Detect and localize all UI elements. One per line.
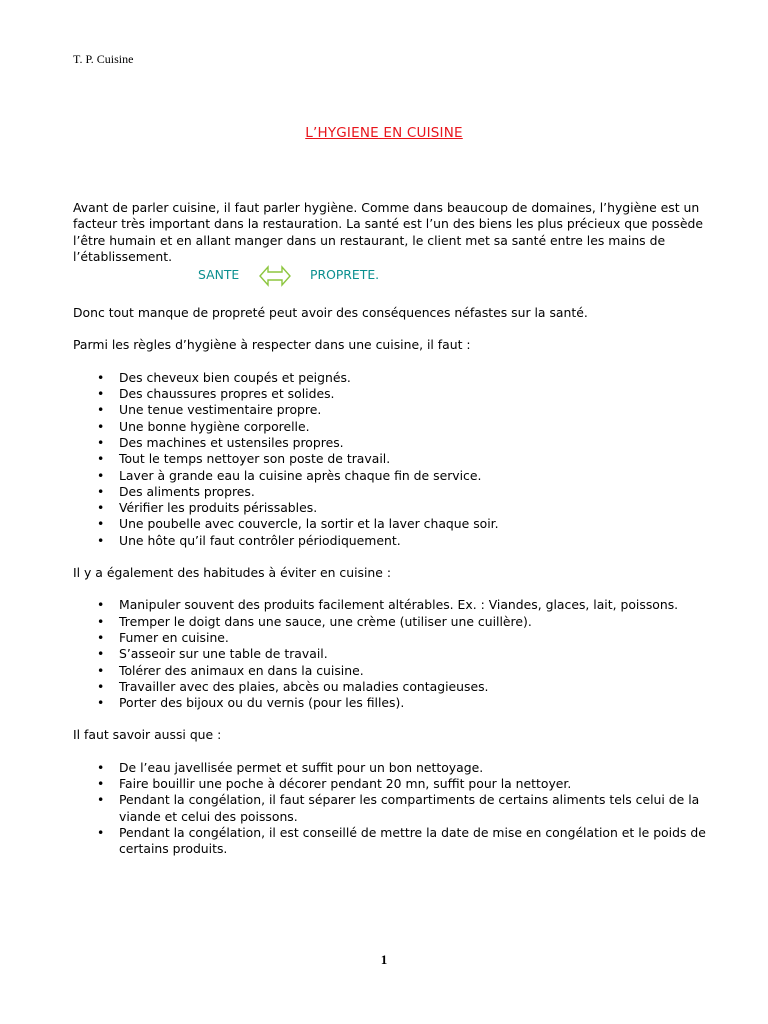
bullet-icon: • — [97, 662, 105, 678]
list-item-text: Des cheveux bien coupés et peignés. — [119, 369, 351, 385]
list-item — [73, 516, 713, 532]
list-item-text: Tout le temps nettoyer son poste de travail. — [119, 451, 391, 467]
list-item-text: Une poubelle avec couvercle, la sortir et la laver chaque soir. — [119, 516, 499, 532]
list-item — [73, 435, 713, 451]
list-item — [73, 533, 713, 549]
list-item-text: De l’eau javellisée permet et suffit pour un bon nettoyage. — [119, 759, 484, 775]
bullet-icon: • — [97, 646, 105, 662]
document-title: L’HYGIENE EN CUISINE — [305, 125, 463, 141]
list-item-text: Des chaussures propres et solides. — [119, 386, 335, 402]
bullet-icon: • — [97, 386, 105, 402]
list-item-text: S’asseoir sur une table de travail. — [119, 646, 328, 662]
bullet-icon: • — [97, 792, 105, 808]
list-item — [73, 386, 713, 402]
list-item-text: Travailler avec des plaies, abcès ou maladies contagieuses. — [119, 678, 489, 694]
spacer — [73, 289, 713, 305]
list-item — [73, 663, 713, 679]
bullet-icon: • — [97, 776, 105, 792]
consequence-paragraph: Donc tout manque de propreté peut avoir des conséquences néfastes sur la santé. — [73, 305, 588, 321]
bullet-icon: • — [97, 695, 105, 711]
list-item-text: Porter des bijoux ou du vernis (pour les filles). — [119, 695, 405, 711]
list-item-text: Une tenue vestimentaire propre. — [119, 402, 322, 418]
bullet-icon: • — [97, 678, 105, 694]
list-item — [73, 370, 713, 386]
habits-list — [73, 597, 713, 711]
bullet-icon: • — [97, 824, 105, 840]
list-item — [73, 825, 713, 858]
bullet-icon: • — [97, 629, 105, 645]
list-item-text: Des machines et ustensiles propres. — [119, 434, 344, 450]
bullet-icon: • — [97, 418, 105, 434]
bullet-icon: • — [97, 759, 105, 775]
list-item — [73, 419, 713, 435]
spacer — [73, 549, 713, 565]
list-item-text: Laver à grande eau la cuisine après chaque fin de service. — [119, 467, 482, 483]
spacer — [73, 354, 713, 370]
bullet-icon: • — [97, 532, 105, 548]
list-item — [73, 646, 713, 662]
relation-left-term: SANTE — [198, 267, 240, 283]
list-item-text: Une bonne hygiène corporelle. — [119, 418, 310, 434]
bullet-icon: • — [97, 369, 105, 385]
list-item-text: Tremper le doigt dans une sauce, une crème (utiliser une cuillère). — [119, 613, 532, 629]
list-item-text: Manipuler souvent des produits facilement altérables. Ex. : Viandes, glaces, lait, poissons. — [119, 597, 679, 613]
list-item-text: Pendant la congélation, il est conseillé de mettre la date de mise en congélation et le poids de certains produits. — [119, 824, 706, 857]
bullet-icon: • — [97, 451, 105, 467]
bullet-icon: • — [97, 434, 105, 450]
intro-paragraph: Avant de parler cuisine, il faut parler hygiène. Comme dans beaucoup de domaines, l’hygiène est un facteur très important dans la restauration. La santé est l’un des biens les plus précieux que possède l’être humain et en allant manger dans un restaurant, le client met sa santé entre les mains de l’établissement. — [73, 200, 703, 264]
list-item — [73, 792, 713, 825]
list-item-text: Pendant la congélation, il faut séparer les compartiments de certains aliments tels celui de la viande et celui des poissons. — [119, 792, 700, 824]
bullet-icon: • — [97, 613, 105, 629]
facts-intro: Il faut savoir aussi que : — [73, 727, 222, 743]
facts-list — [73, 760, 713, 858]
page-header: T. P. Cuisine — [73, 52, 134, 66]
spacer — [73, 711, 713, 727]
spacer — [73, 744, 713, 760]
list-item — [73, 776, 713, 792]
double-arrow-icon — [259, 265, 291, 287]
list-item — [73, 468, 713, 484]
bullet-icon: • — [97, 597, 105, 613]
list-item — [73, 630, 713, 646]
rules-list — [73, 370, 713, 549]
bullet-icon: • — [97, 402, 105, 418]
document-body — [73, 200, 713, 858]
list-item-text: Une hôte qu’il faut contrôler périodiquement. — [119, 532, 401, 548]
spacer — [73, 321, 713, 337]
list-item-text: Fumer en cuisine. — [119, 629, 229, 645]
list-item-text: Des aliments propres. — [119, 483, 255, 499]
relation-right-term: PROPRETE. — [310, 267, 380, 283]
sante-proprete-relation — [73, 265, 713, 289]
habits-intro: Il y a également des habitudes à éviter en cuisine : — [73, 565, 392, 581]
list-item — [73, 402, 713, 418]
rules-intro: Parmi les règles d’hygiène à respecter dans une cuisine, il faut : — [73, 337, 471, 353]
bullet-icon: • — [97, 500, 105, 516]
list-item — [73, 484, 713, 500]
bullet-icon: • — [97, 467, 105, 483]
bullet-icon: • — [97, 516, 105, 532]
list-item — [73, 760, 713, 776]
list-item-text: Tolérer des animaux en dans la cuisine. — [119, 662, 364, 678]
list-item — [73, 679, 713, 695]
list-item — [73, 614, 713, 630]
list-item — [73, 597, 713, 613]
spacer — [73, 581, 713, 597]
list-item-text: Vérifier les produits périssables. — [119, 500, 318, 516]
list-item — [73, 695, 713, 711]
list-item — [73, 500, 713, 516]
list-item-text: Faire bouillir une poche à décorer pendant 20 mn, suffit pour la nettoyer. — [119, 776, 572, 792]
list-item — [73, 451, 713, 467]
bullet-icon: • — [97, 483, 105, 499]
page-number: 1 — [380, 952, 388, 967]
